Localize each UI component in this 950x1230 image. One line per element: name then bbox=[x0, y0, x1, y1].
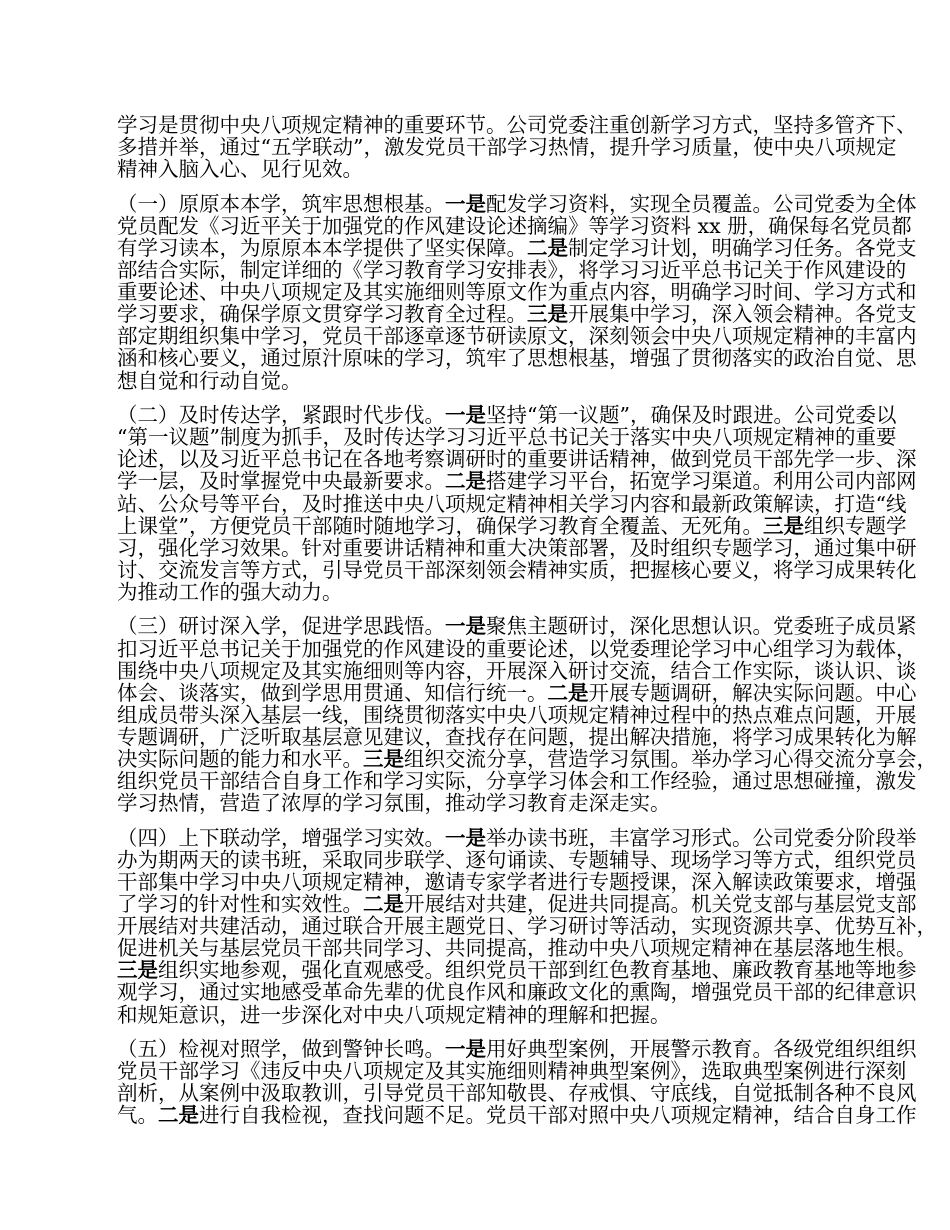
bold-lead-phrase: 二是 bbox=[363, 892, 404, 917]
text-line bbox=[117, 258, 907, 283]
text-line bbox=[117, 825, 917, 850]
bold-lead-phrase: 三是 bbox=[363, 747, 404, 772]
text-line bbox=[117, 324, 917, 349]
text-line bbox=[117, 113, 917, 137]
text-segment: 开展结对共建活动，通过联合开展主题党日、学习研讨等活动，实现资源共享、优势互补， bbox=[117, 914, 937, 939]
text-line bbox=[117, 280, 917, 305]
text-line bbox=[117, 447, 917, 472]
text-segment: 站、公众号等平台，及时推送中央八项规定精神相关学习内容和最新政策解读，打造“线 bbox=[117, 491, 907, 516]
text-line bbox=[117, 769, 917, 794]
text-segment: 坚持“第一议题”，确保及时跟进。公司党委以 bbox=[486, 403, 897, 428]
text-segment: 专题调研，广泛听取基层意见建议，查找存在问题，提出解决措施，将学习成果转化为解 bbox=[117, 724, 917, 749]
text-segment: 干部集中学习中央八项规定精神，邀请专家学者进行专题授课，深入解读政策要求，增强 bbox=[117, 870, 917, 894]
text-line bbox=[117, 1059, 907, 1084]
text-segment: 了学习的针对性和实效性。 bbox=[117, 892, 363, 917]
text-segment: 党员配发《习近平关于加强党的作风建设论述摘编》等学习资料 xx 册，确保每名党员都 bbox=[117, 213, 912, 238]
text-line bbox=[117, 513, 907, 538]
text-line bbox=[117, 135, 897, 160]
text-segment: （一）原原本本学，筑牢思想根基。 bbox=[117, 191, 445, 216]
text-segment: 多措并举，通过“五学联动”，激发党员干部学习热情，提升学习质量，使中央八项规定 bbox=[117, 135, 897, 160]
text-segment: 观学习，通过实地感受革命先辈的优良作风和廉政文化的熏陶，增强党员干部的纪律意识 bbox=[117, 980, 917, 1005]
text-line bbox=[117, 581, 841, 603]
text-segment: 想自觉和行动自觉。 bbox=[117, 368, 302, 393]
text-line bbox=[117, 892, 917, 917]
bold-lead-phrase: 一是 bbox=[445, 1037, 486, 1062]
text-line bbox=[117, 658, 917, 683]
bold-lead-phrase: 二是 bbox=[547, 680, 589, 705]
text-segment: （三）研讨深入学，促进学思践悟。 bbox=[117, 614, 445, 639]
paragraph bbox=[117, 1037, 917, 1128]
text-segment: 组织专题学 bbox=[803, 513, 907, 538]
text-segment: 扣习近平总书记关于加强党的作风建设的重要论述，以党委理论学习中心组学习为载体， bbox=[117, 636, 917, 661]
text-line bbox=[117, 403, 897, 428]
text-line bbox=[117, 614, 917, 639]
bold-lead-phrase: 一是 bbox=[445, 825, 486, 850]
text-segment: 部定期组织集中学习，党员干部逐章逐节研读原文，深刻领会中央八项规定精神的丰富内 bbox=[117, 324, 917, 349]
text-segment: 组织交流分享，营造学习氛围。举办学习心得交流分享会， bbox=[404, 747, 937, 772]
text-line bbox=[117, 636, 917, 661]
text-segment: 开展结对共建，促进共同提高。机关党支部与基层党支部 bbox=[404, 892, 917, 917]
text-segment: 上课堂”，方便党员干部随时随地学习，确保学习教育全覆盖、无死角。 bbox=[117, 513, 763, 538]
text-segment: 气。 bbox=[117, 1103, 158, 1128]
text-segment: （二）及时传达学，紧跟时代步伐。 bbox=[117, 403, 445, 428]
text-line bbox=[117, 702, 917, 727]
text-segment: （五）检视对照学，做到警钟长鸣。 bbox=[117, 1037, 445, 1062]
text-segment: 组成员带头深入基层一线，围绕贯彻落实中央八项规定精神过程中的热点难点问题，开展 bbox=[117, 702, 917, 727]
text-segment: 搭建学习平台，拓宽学习渠道。利用公司内部网 bbox=[486, 469, 917, 494]
text-line bbox=[117, 1004, 841, 1026]
paragraph bbox=[117, 614, 937, 816]
bold-lead-phrase: 三是 bbox=[117, 958, 158, 983]
text-line bbox=[117, 914, 937, 939]
text-line bbox=[117, 557, 917, 582]
text-segment: 组织实地参观，强化直观感受。组织党员干部到红色教育基地、廉政教育基地等地参 bbox=[158, 958, 917, 983]
bold-lead-phrase: 一是 bbox=[445, 191, 486, 216]
text-line bbox=[117, 491, 907, 516]
text-segment: 习，强化学习效果。针对重要讲话精神和重大决策部署，及时组织专题学习，通过集中研 bbox=[117, 535, 917, 560]
text-segment: 围绕中央八项规定及其实施细则等内容，开展深入研讨交流，结合工作实际，谈认识、谈 bbox=[117, 658, 917, 683]
text-segment: 配发学习资料，实现全员覆盖。公司党委为全体 bbox=[486, 191, 917, 216]
text-segment: 涵和核心要义，通过原汁原味的学习，筑牢了思想根基，增强了贯彻落实的政治自觉、思 bbox=[117, 346, 917, 371]
bold-lead-phrase: 一是 bbox=[445, 403, 486, 428]
text-segment: 为推动工作的强大动力。 bbox=[117, 579, 343, 604]
text-line bbox=[117, 235, 917, 260]
text-line bbox=[117, 980, 917, 1005]
paragraph bbox=[117, 825, 937, 1027]
text-line bbox=[117, 469, 917, 494]
text-segment: 精神入脑入心、见行见效。 bbox=[117, 157, 363, 182]
bold-lead-phrase: 二是 bbox=[158, 1103, 199, 1128]
text-line bbox=[117, 1103, 917, 1128]
text-segment: 讨、交流发言等方式，引导党员干部深刻领会精神实质，把握核心要义，将学习成果转化 bbox=[117, 557, 917, 582]
text-segment: 办为期两天的读书班，采取同步联学、逐句诵读、专题辅导、现场学习等方式，组织党员 bbox=[117, 847, 917, 872]
bold-lead-phrase: 二是 bbox=[445, 469, 486, 494]
text-segment: 开展集中学习，深入领会精神。各党支 bbox=[568, 302, 917, 327]
text-line bbox=[117, 370, 841, 392]
document-body bbox=[117, 113, 937, 1139]
text-segment: 有学习读本，为原原本本学提供了坚实保障。 bbox=[117, 235, 527, 260]
text-segment: 党员干部学习《违反中央八项规定及其实施细则精神典型案例》，选取典型案例进行深刻 bbox=[117, 1059, 907, 1084]
text-segment: 促进机关与基层党员干部共同学习、共同提高，推动中央八项规定精神在基层落地生根。 bbox=[117, 936, 917, 961]
text-segment: 学习要求，确保学原文贯穿学习教育全过程。 bbox=[117, 302, 527, 327]
text-line bbox=[117, 213, 912, 238]
text-segment: （四）上下联动学，增强学习实效。 bbox=[117, 825, 445, 850]
text-segment: 用好典型案例，开展警示教育。各级党组织组织 bbox=[486, 1037, 917, 1062]
text-line bbox=[117, 958, 917, 983]
text-segment: 论述，以及习近平总书记在各地考察调研时的重要讲话精神，做到党员干部先学一步、深 bbox=[117, 447, 917, 472]
text-line bbox=[117, 870, 917, 894]
text-line bbox=[117, 936, 917, 961]
text-line bbox=[117, 158, 841, 180]
bold-lead-phrase: 二是 bbox=[527, 235, 568, 260]
text-segment: 学一层，及时掌握党中央最新要求。 bbox=[117, 469, 445, 494]
text-segment: 和规矩意识，进一步深化对中央八项规定精神的理解和把握。 bbox=[117, 1002, 671, 1027]
text-segment: 进行自我检视，查找问题不足。党员干部对照中央八项规定精神，结合自身工作 bbox=[199, 1103, 917, 1128]
text-segment: 部结合实际，制定详细的《学习教育学习安排表》，将学习习近平总书记关于作风建设的 bbox=[117, 258, 907, 283]
text-segment: 组织党员干部结合自身工作和学习实际，分享学习体会和工作经验，通过思想碰撞，激发 bbox=[117, 769, 917, 794]
text-segment: 学习是贯彻中央八项规定精神的重要环节。公司党委注重创新学习方式，坚持多管齐下、 bbox=[117, 113, 917, 137]
text-line bbox=[117, 847, 917, 872]
text-segment: 举办读书班，丰富学习形式。公司党委分阶段举 bbox=[486, 825, 917, 850]
text-segment: 决实际问题的能力和水平。 bbox=[117, 747, 363, 772]
text-segment: “第一议题”制度为抓手，及时传达学习习近平总书记关于落实中央八项规定精神的重要 bbox=[117, 425, 897, 450]
text-line bbox=[117, 724, 917, 749]
paragraph bbox=[117, 191, 917, 393]
text-line bbox=[117, 680, 917, 705]
text-segment: 剖析，从案例中汲取教训，引导党员干部知敬畏、存戒惧、守底线，自觉抵制各种不良风 bbox=[117, 1081, 917, 1106]
text-line bbox=[117, 1081, 917, 1106]
text-line bbox=[117, 425, 897, 450]
bold-lead-phrase: 三是 bbox=[762, 513, 804, 538]
text-line bbox=[117, 302, 917, 327]
text-line bbox=[117, 535, 917, 560]
text-segment: 体会、谈落实，做到学思用贯通、知信行统一。 bbox=[117, 680, 548, 705]
text-segment: 学习热情，营造了浓厚的学习氛围，推动学习教育走深走实。 bbox=[117, 791, 671, 816]
text-segment: 制定学习计划，明确学习任务。各党支 bbox=[568, 235, 917, 260]
text-segment: 聚焦主题研讨，深化思想认识。党委班子成员紧 bbox=[486, 614, 917, 639]
text-line bbox=[117, 191, 917, 216]
paragraph bbox=[117, 113, 917, 182]
text-line bbox=[117, 1037, 917, 1062]
text-segment: 重要论述、中央八项规定及其实施细则等原文作为重点内容，明确学习时间、学习方式和 bbox=[117, 280, 917, 305]
bold-lead-phrase: 一是 bbox=[445, 614, 486, 639]
text-line bbox=[117, 346, 917, 371]
paragraph bbox=[117, 403, 917, 604]
text-line bbox=[117, 792, 841, 814]
text-line bbox=[117, 747, 937, 772]
text-segment: 开展专题调研，解决实际问题。中心 bbox=[588, 680, 917, 705]
bold-lead-phrase: 三是 bbox=[527, 302, 568, 327]
